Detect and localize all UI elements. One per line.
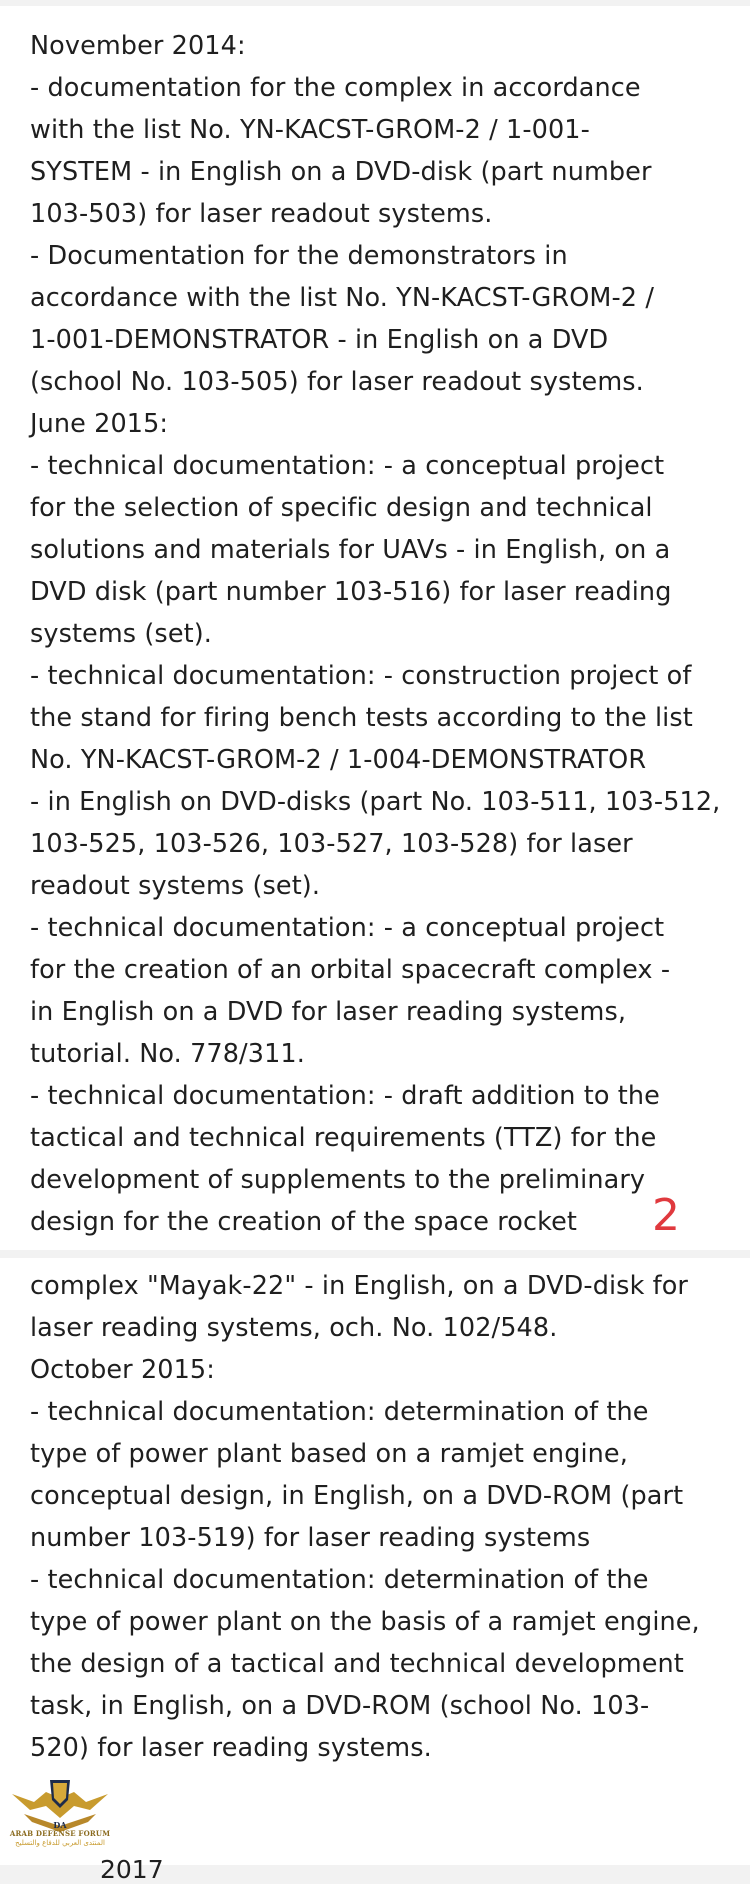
text-line: the design of a tactical and technical development [30,1649,684,1679]
text-line: number 103-519) for laser reading systems [30,1523,591,1553]
text-line: - in English on DVD-disks (part No. 103-511, 103-512, [30,787,721,817]
text-line: - technical documentation: - a conceptual project [30,451,665,481]
text-line: systems (set). [30,619,212,649]
text-line: 1-001-DEMONSTRATOR - in English on a DVD [30,325,609,355]
text-line: June 2015: [30,409,169,439]
text-line: laser reading systems, och. No. 102/548. [30,1313,558,1343]
document-page-1 [0,6,750,1250]
text-line: - documentation for the complex in accordance [30,73,641,103]
text-line: - technical documentation: determination of the [30,1397,649,1427]
text-line: for the creation of an orbital spacecraft complex - [30,955,671,985]
text-line: tutorial. No. 778/311. [30,1039,305,1069]
page-1-body [30,25,730,1243]
page-2-body [30,1265,730,1769]
logo-subtitle: المنتدى العربي للدفاع والتسليح [15,1839,105,1847]
text-line: accordance with the list No. YN-KACST-GROM-2 / [30,283,655,313]
text-line: - Documentation for the demonstrators in [30,241,568,271]
text-line: design for the creation of the space rocket [30,1207,577,1237]
text-line: complex "Mayak-22" - in English, on a DVD-disk for [30,1271,689,1301]
cut-off-text: 2017 [100,1855,164,1884]
text-line: - technical documentation: - construction project of [30,661,692,691]
text-line: with the list No. YN-KACST-GROM-2 / 1-001- [30,115,590,145]
text-line: type of power plant based on a ramjet engine, [30,1439,628,1469]
text-line: No. YN-KACST-GROM-2 / 1-004-DEMONSTRATOR [30,745,647,775]
logo-title: ARAB DEFENSE FORUM [9,1829,111,1838]
text-line: for the selection of specific design and technical [30,493,653,523]
text-line: development of supplements to the preliminary [30,1165,646,1195]
eagle-emblem-icon [4,1774,116,1834]
text-line: - technical documentation: - draft addition to the [30,1081,660,1111]
text-line: DVD disk (part number 103-516) for laser reading [30,577,672,607]
text-line: 103-503) for laser readout systems. [30,199,493,229]
text-line: (school No. 103-505) for laser readout systems. [30,367,644,397]
text-line: in English on a DVD for laser reading systems, [30,997,627,1027]
text-line: - technical documentation: - a conceptual project [30,913,665,943]
text-line: tactical and technical requirements (TTZ) for the [30,1123,657,1153]
text-line: November 2014: [30,31,246,61]
text-line: October 2015: [30,1355,215,1385]
text-line: SYSTEM - in English on a DVD-disk (part number [30,157,652,187]
text-line: 520) for laser reading systems. [30,1733,432,1763]
text-line: conceptual design, in English, on a DVD-ROM (part [30,1481,684,1511]
text-line: 103-525, 103-526, 103-527, 103-528) for laser [30,829,633,859]
text-line: - technical documentation: determination of the [30,1565,649,1595]
text-line: solutions and materials for UAVs - in English, on a [30,535,671,565]
text-line: readout systems (set). [30,871,321,901]
text-line: the stand for firing bench tests according to the list [30,703,693,733]
arab-defense-forum-logo [4,1774,116,1865]
svg-text:DA: DA [53,1820,67,1830]
page-number: 2 [652,1190,680,1241]
text-line: type of power plant on the basis of a ramjet engine, [30,1607,700,1637]
text-line: task, in English, on a DVD-ROM (school No. 103- [30,1691,650,1721]
